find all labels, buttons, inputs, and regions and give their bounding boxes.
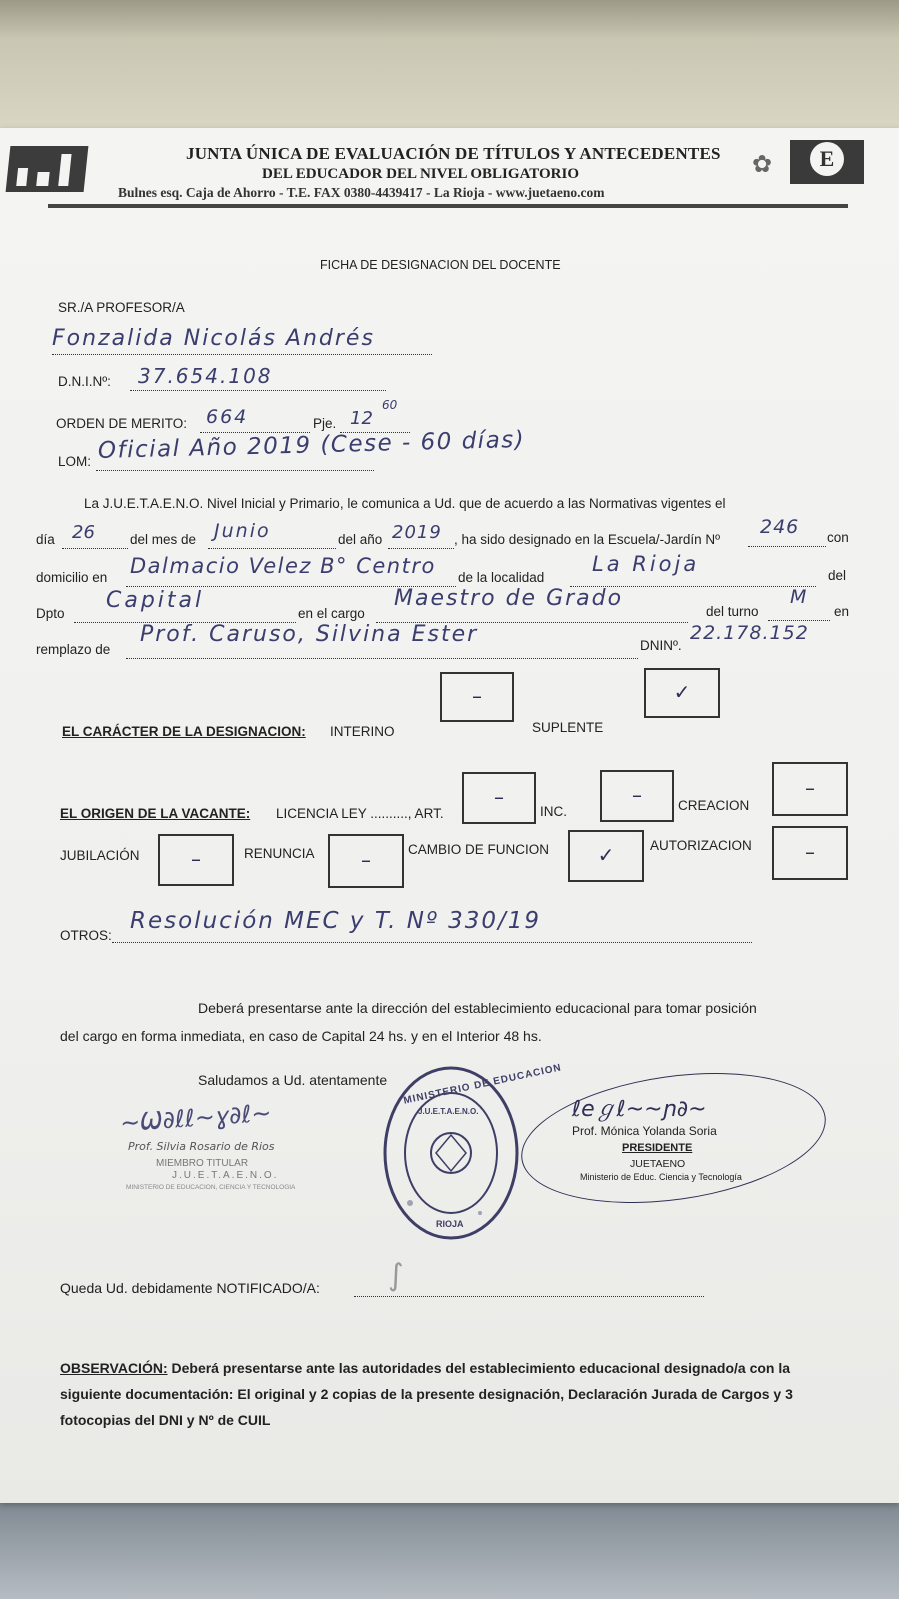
seal-inner-text: J.U.E.T.A.E.N.O. <box>418 1107 479 1116</box>
notificado-label: Queda Ud. debidamente NOTIFICADO/A: <box>60 1280 320 1296</box>
remplazo-value: Prof. Caruso, Silvina Ester <box>140 622 479 647</box>
header-line-2: DEL EDUCADOR DEL NIVEL OBLIGATORIO <box>262 166 580 182</box>
licencia-mark: – <box>494 784 504 809</box>
instruction-line-1: Deberá presentarse ante la dirección del establecimiento educacional para tomar posición <box>198 1000 757 1016</box>
interino-checkbox[interactable] <box>440 672 514 722</box>
anio-value: 2019 <box>392 522 442 543</box>
remplazo-line <box>126 658 638 659</box>
closing-text: Saludamos a Ud. atentamente <box>198 1072 388 1088</box>
signature-left-role: MIEMBRO TITULAR <box>156 1158 249 1169</box>
intro-text: La J.U.E.T.A.E.N.O. Nivel Inicial y Primario, le comunica a Ud. que de acuerdo a las Normativas vigentes el <box>84 496 726 511</box>
cambio-mark: ✓ <box>597 842 615 867</box>
cargo-label: en el cargo <box>298 606 365 621</box>
observacion-line-3: fotocopias del DNI y Nº de CUIL <box>60 1412 271 1428</box>
instruction-line-2: del cargo en forma inmediata, en caso de Capital 24 hs. y en el Interior 48 hs. <box>60 1028 542 1044</box>
document-title: FICHA DE DESIGNACION DEL DOCENTE <box>320 258 561 272</box>
otros-value: Resolución MEC y T. Nº 330/19 <box>130 908 542 934</box>
profesor-value: Fonzalida Nicolás Andrés <box>52 326 375 351</box>
localidad-value: La Rioja <box>592 552 700 576</box>
suplente-label: SUPLENTE <box>532 720 604 735</box>
localidad-label: de la localidad <box>458 570 545 585</box>
cambio-label: CAMBIO DE FUNCION <box>408 842 550 857</box>
orden-label: ORDEN DE MERITO: <box>56 416 188 431</box>
signature-left-ministry: MINISTERIO DE EDUCACION, CIENCIA Y TECNOLOGIA <box>126 1184 296 1191</box>
signature-right-name: Prof. Mónica Yolanda Soria <box>572 1124 717 1138</box>
observacion-line-2: siguiente documentación: El original y 2 copias de la presente designación, Declaración Jurada de Cargos y 3 <box>60 1386 793 1402</box>
suplente-checkbox[interactable] <box>644 668 720 718</box>
cambio-checkbox[interactable] <box>568 830 644 882</box>
signature-right-oval <box>513 1055 834 1221</box>
anio-line <box>388 548 454 549</box>
cargo-value: Maestro de Grado <box>394 586 624 611</box>
profesor-label: SR./A PROFESOR/A <box>58 300 185 315</box>
ministry-seal <box>380 1062 563 1243</box>
renuncia-label: RENUNCIA <box>244 846 315 861</box>
signature-right-role: PRESIDENTE <box>622 1142 693 1154</box>
autorizacion-mark: – <box>805 839 815 864</box>
dni-label: D.N.I.Nº: <box>58 374 111 389</box>
turno-value: M <box>790 586 807 608</box>
origen-label: EL ORIGEN DE LA VACANTE: <box>60 806 251 821</box>
suplente-mark: ✓ <box>673 679 691 704</box>
lom-line <box>96 470 374 471</box>
background-bottom <box>0 1500 899 1599</box>
en-label: en <box>834 604 850 619</box>
left-logo-icon <box>6 146 89 192</box>
domicilio-value: Dalmacio Velez B° Centro <box>130 554 436 578</box>
lom-value: Oficial Año 2019 (Cese - 60 días) <box>97 426 526 464</box>
signature-right-scribble: ℓeℊℓ~~ɲ∂~ <box>572 1097 707 1122</box>
licencia-checkbox[interactable] <box>462 772 536 824</box>
mes-value: Junio <box>214 520 271 542</box>
header-line-1: JUNTA ÚNICA DE EVALUACIÓN DE TÍTULOS Y ANTECEDENTES <box>186 144 721 163</box>
emblem-icon: ✿ <box>752 151 773 178</box>
turno-label: del turno <box>706 604 759 619</box>
observacion-line-1: Deberá presentarse ante las autoridades del establecimiento educacional designado/a con la <box>167 1360 791 1376</box>
dia-line <box>62 548 128 549</box>
inc-mark: – <box>632 782 642 807</box>
dnin-label: DNINº. <box>640 638 682 653</box>
lom-label: LOM: <box>58 454 92 469</box>
anio-label: del año <box>338 532 383 547</box>
autorizacion-checkbox[interactable] <box>772 826 848 880</box>
orden-value: 664 <box>206 406 249 428</box>
creacion-mark: – <box>805 775 815 800</box>
escuela-label: , ha sido designado en la Escuela/-Jardín Nº <box>454 532 721 547</box>
mes-label: del mes de <box>130 532 197 547</box>
turno-line <box>768 620 830 621</box>
observacion-block <box>60 1360 790 1376</box>
con-label: con <box>827 530 849 545</box>
background-top <box>0 0 899 130</box>
otros-line <box>112 942 752 943</box>
dni-line <box>130 390 386 391</box>
licencia-label: LICENCIA LEY .........., ART. <box>276 806 444 821</box>
pje-label: Pje. <box>313 416 337 431</box>
document-page <box>0 128 899 1503</box>
jubilacion-checkbox[interactable] <box>158 834 234 886</box>
remplazo-label: remplazo de <box>36 642 111 657</box>
seal-bottom-text: RIOJA <box>436 1219 464 1229</box>
right-logo <box>790 140 864 184</box>
right-logo-letter: E <box>810 142 844 176</box>
dpto-value: Capital <box>106 588 205 613</box>
domicilio-label: domicilio en <box>36 570 108 585</box>
mes-line <box>208 548 336 549</box>
dnin-value: 22.178.152 <box>690 622 809 644</box>
profesor-line <box>52 354 432 355</box>
dia-value: 26 <box>72 522 95 543</box>
seal-top-text: MINISTERIO DE EDUCACION <box>402 1062 563 1107</box>
notificado-line <box>354 1296 704 1297</box>
signature-right-ministry: Ministerio de Educ. Ciencia y Tecnología <box>580 1172 742 1182</box>
left-logo <box>6 146 89 192</box>
signature-right-org: JUETAENO <box>630 1158 686 1170</box>
creacion-label: CREACION <box>678 798 750 813</box>
jubilacion-mark: – <box>191 846 201 871</box>
escuela-value: 246 <box>760 516 800 538</box>
pje-superscript: 60 <box>382 398 398 412</box>
header-line-3: Bulnes esq. Caja de Ahorro - T.E. FAX 0380-4439417 - La Rioja - www.juetaeno.com <box>118 185 605 200</box>
signature-left-name: Prof. Silvia Rosario de Rios <box>128 1140 275 1153</box>
jubilacion-label: JUBILACIÓN <box>60 848 140 863</box>
creacion-checkbox[interactable] <box>772 762 848 816</box>
observacion-label: OBSERVACIÓN: <box>60 1360 168 1376</box>
otros-label: OTROS: <box>60 928 112 943</box>
signature-left-scribble: ~Ѡ∂ℓℓ~ɣ∂ℓ~ <box>119 1098 273 1138</box>
del-label: del <box>828 568 847 583</box>
dia-label: día <box>36 532 55 547</box>
autorizacion-label: AUTORIZACION <box>650 838 752 853</box>
interino-label: INTERINO <box>330 724 395 739</box>
pje-value: 12 <box>350 408 373 429</box>
renuncia-checkbox[interactable] <box>328 834 404 888</box>
notificado-scribble: ∫ <box>388 1258 404 1293</box>
header-rule <box>48 204 848 208</box>
interino-mark: – <box>472 683 482 708</box>
dni-value: 37.654.108 <box>138 364 273 388</box>
signature-left-org: J.U.E.T.A.E.N.O. <box>172 1170 279 1181</box>
inc-checkbox[interactable] <box>600 770 674 822</box>
caracter-label: EL CARÁCTER DE LA DESIGNACION: <box>62 724 306 739</box>
inc-label: INC. <box>540 804 567 819</box>
dpto-label: Dpto <box>36 606 65 621</box>
renuncia-mark: – <box>361 847 371 872</box>
escuela-line <box>748 546 826 547</box>
